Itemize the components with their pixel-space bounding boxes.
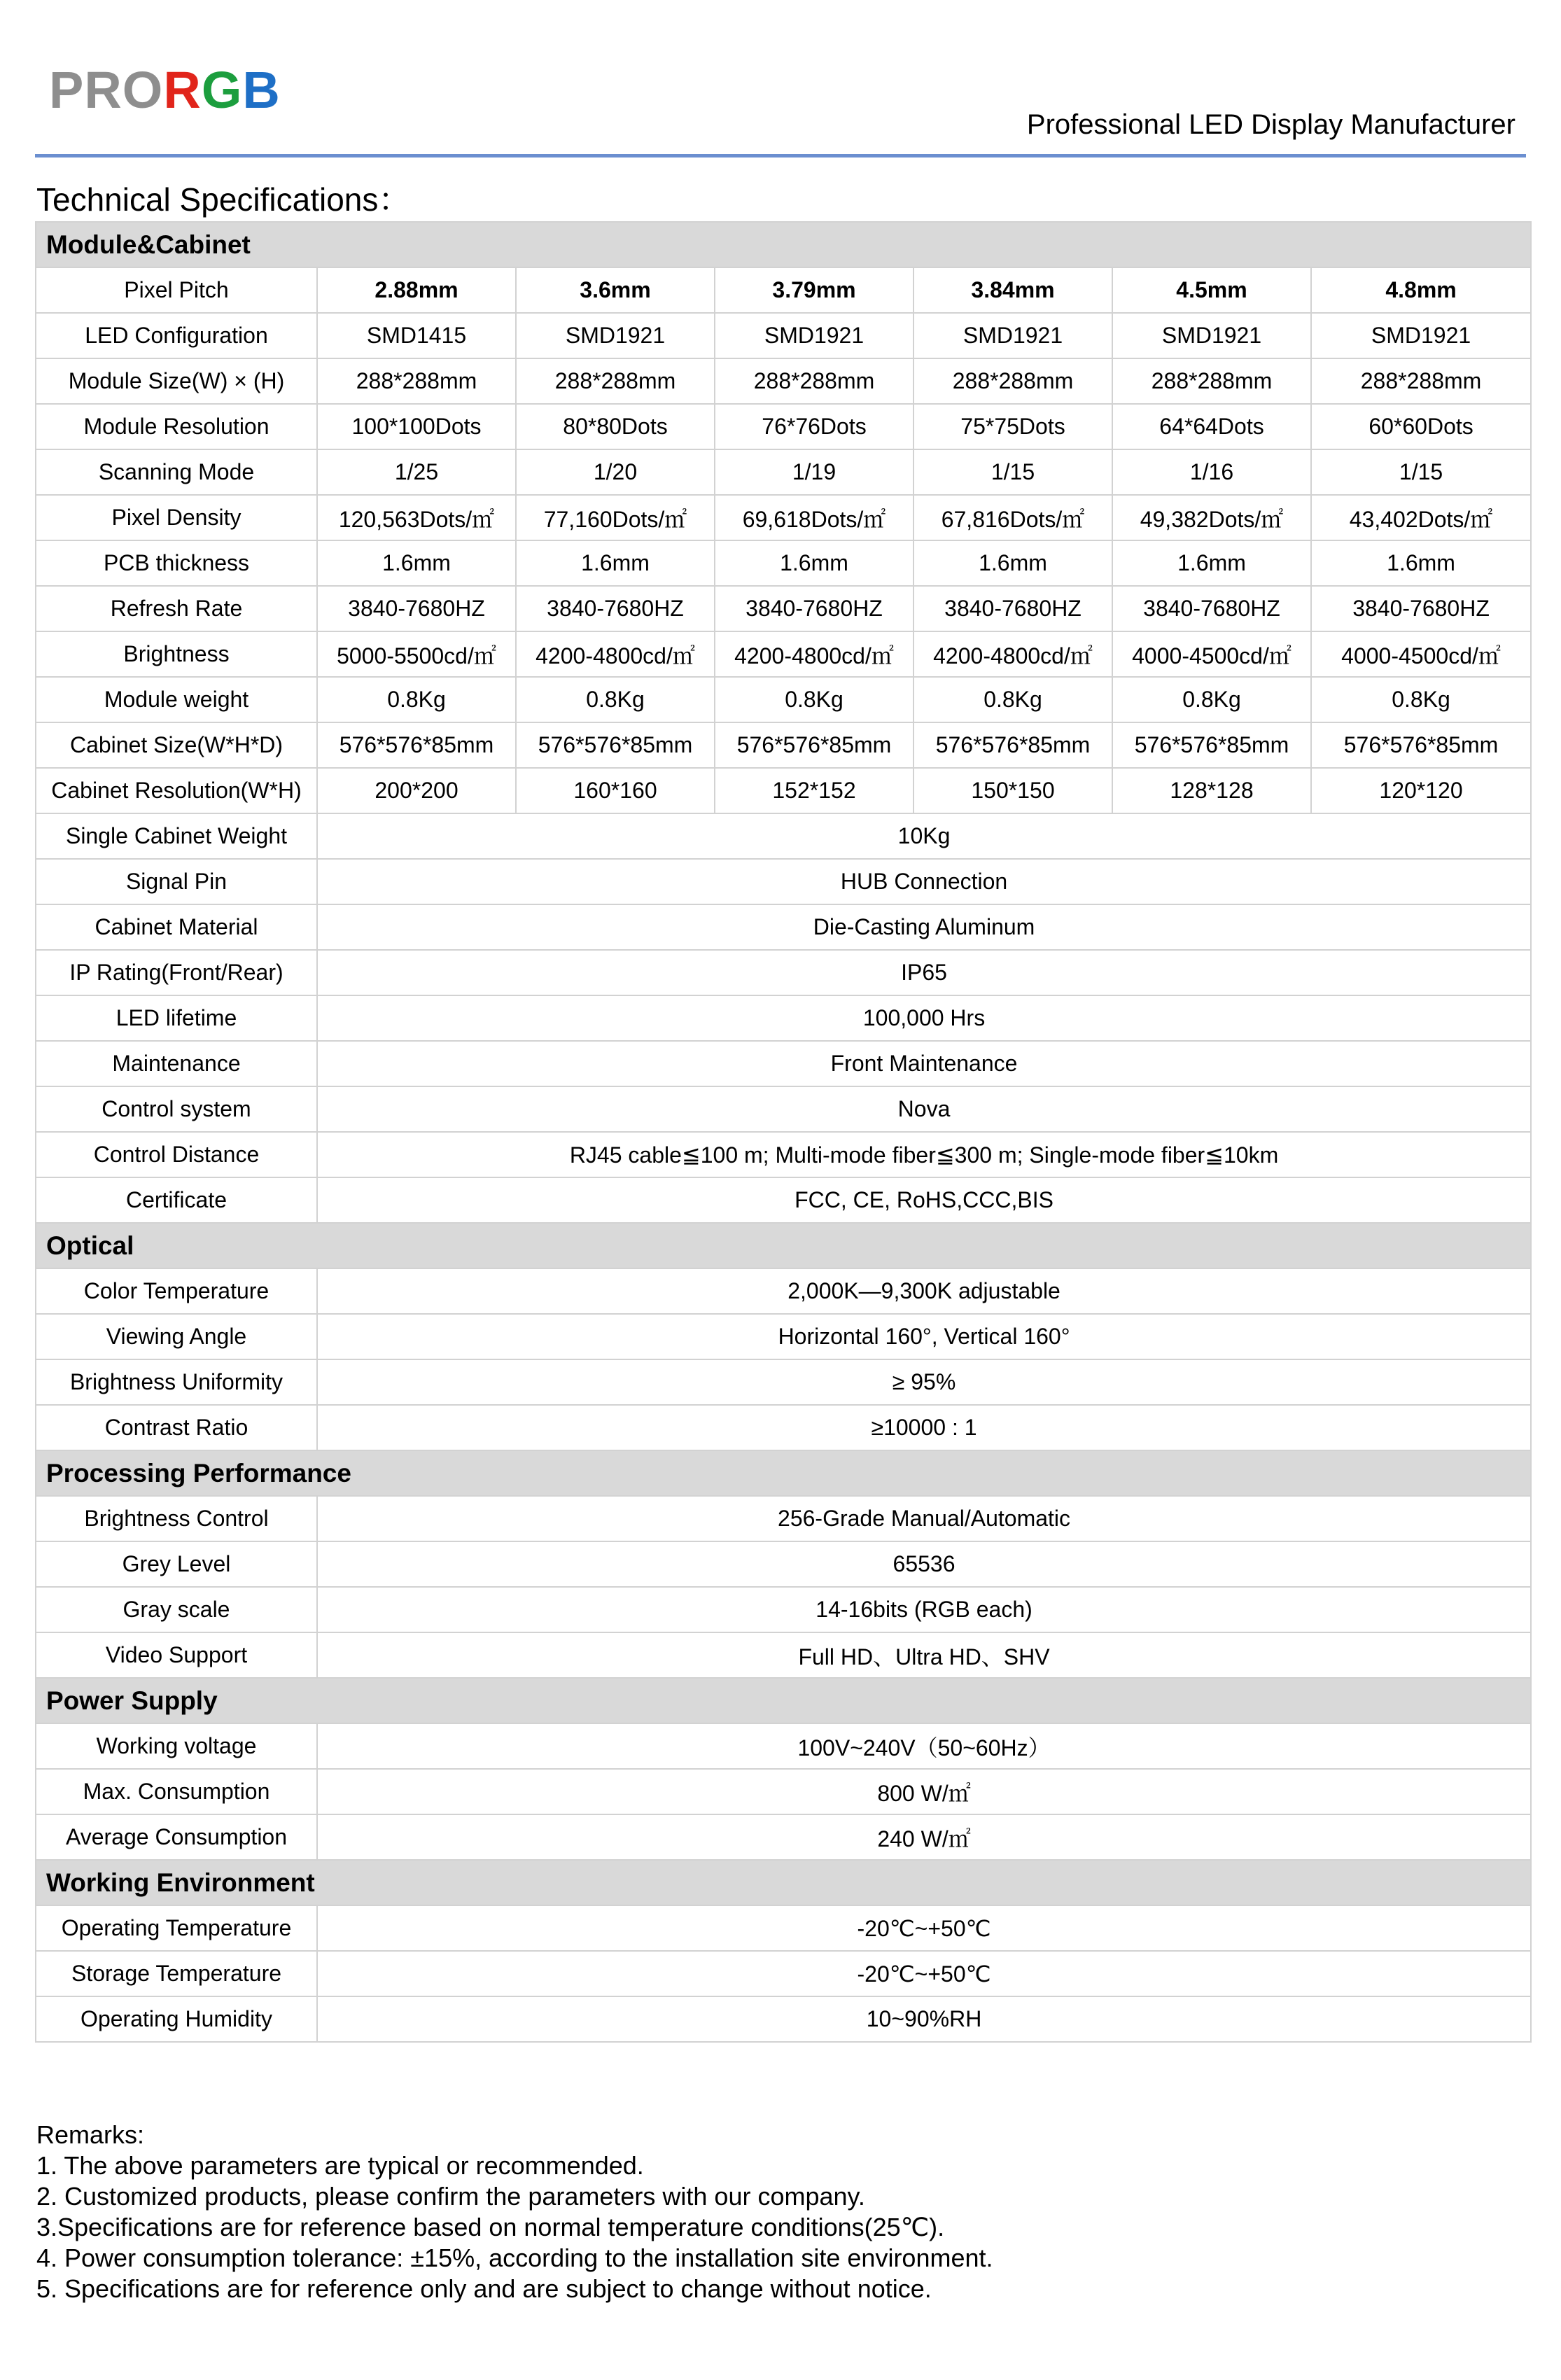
spec-row	[36, 540, 1531, 586]
spec-value: 1/19	[715, 449, 913, 495]
section-header-optical	[36, 1223, 1531, 1268]
spec-row	[36, 1041, 1531, 1086]
spec-value: 4000-4500cd/㎡	[1311, 631, 1531, 677]
spec-value: ≥10000 : 1	[317, 1405, 1531, 1450]
spec-value: 288*288mm	[516, 358, 715, 404]
section-title: Optical	[36, 1223, 1531, 1268]
spec-value: 1.6mm	[1311, 540, 1531, 586]
spec-value: Front Maintenance	[317, 1041, 1531, 1086]
spec-row	[36, 677, 1531, 722]
spec-row	[36, 1177, 1531, 1223]
spec-value: -20℃~+50℃	[317, 1905, 1531, 1951]
spec-row	[36, 1132, 1531, 1177]
spec-value: Horizontal 160°, Vertical 160°	[317, 1314, 1531, 1359]
spec-value: 77,160Dots/㎡	[516, 495, 715, 540]
spec-label: Certificate	[36, 1177, 317, 1223]
spec-label: Refresh Rate	[36, 586, 317, 631]
spec-value: 43,402Dots/㎡	[1311, 495, 1531, 540]
spec-label: Average Consumption	[36, 1814, 317, 1860]
spec-value: 4200-4800cd/㎡	[913, 631, 1112, 677]
spec-value: 1/16	[1112, 449, 1311, 495]
spec-value: 3840-7680HZ	[913, 586, 1112, 631]
spec-value: 800 W/㎡	[317, 1769, 1531, 1814]
spec-value: 60*60Dots	[1311, 404, 1531, 449]
spec-value: 14-16bits (RGB each)	[317, 1587, 1531, 1632]
spec-table-body	[36, 222, 1531, 2042]
spec-label: Operating Temperature	[36, 1905, 317, 1951]
spec-value: Nova	[317, 1086, 1531, 1132]
spec-label: Control Distance	[36, 1132, 317, 1177]
spec-value: 150*150	[913, 768, 1112, 813]
spec-value: 2.88mm	[317, 267, 516, 313]
spec-label: Cabinet Material	[36, 904, 317, 950]
section-header-module_cabinet	[36, 222, 1531, 267]
spec-value: 100V~240V（50~60Hz）	[317, 1723, 1531, 1769]
spec-value: HUB Connection	[317, 859, 1531, 904]
spec-value: 10Kg	[317, 813, 1531, 859]
spec-value: 576*576*85mm	[516, 722, 715, 768]
spec-label: Pixel Density	[36, 495, 317, 540]
spec-value: 200*200	[317, 768, 516, 813]
spec-row	[36, 313, 1531, 358]
spec-value: 1.6mm	[1112, 540, 1311, 586]
spec-row	[36, 1905, 1531, 1951]
spec-label: Grey Level	[36, 1541, 317, 1587]
logo-r: R	[163, 61, 202, 119]
spec-row	[36, 404, 1531, 449]
spec-value: 0.8Kg	[516, 677, 715, 722]
spec-value: 576*576*85mm	[1311, 722, 1531, 768]
spec-value: 1/20	[516, 449, 715, 495]
spec-label: Brightness	[36, 631, 317, 677]
spec-value: 3840-7680HZ	[317, 586, 516, 631]
spec-row	[36, 768, 1531, 813]
spec-value: 69,618Dots/㎡	[715, 495, 913, 540]
spec-table	[35, 221, 1532, 2043]
spec-value: 76*76Dots	[715, 404, 913, 449]
spec-label: Color Temperature	[36, 1268, 317, 1314]
spec-value: 80*80Dots	[516, 404, 715, 449]
spec-label: Brightness Uniformity	[36, 1359, 317, 1405]
spec-row	[36, 1814, 1531, 1860]
section-title: Working Environment	[36, 1860, 1531, 1905]
spec-value: 2,000K—9,300K adjustable	[317, 1268, 1531, 1314]
spec-value: 4200-4800cd/㎡	[516, 631, 715, 677]
spec-label: Maintenance	[36, 1041, 317, 1086]
spec-value: 3840-7680HZ	[1311, 586, 1531, 631]
remark-item: 2. Customized products, please confirm the parameters with our company.	[36, 2182, 865, 2211]
spec-value: 49,382Dots/㎡	[1112, 495, 1311, 540]
spec-value: SMD1921	[516, 313, 715, 358]
spec-value: 65536	[317, 1541, 1531, 1587]
spec-value: 0.8Kg	[715, 677, 913, 722]
spec-value: 288*288mm	[1311, 358, 1531, 404]
spec-value: 576*576*85mm	[317, 722, 516, 768]
spec-label: Max. Consumption	[36, 1769, 317, 1814]
spec-row	[36, 813, 1531, 859]
spec-label: Contrast Ratio	[36, 1405, 317, 1450]
spec-label: Working voltage	[36, 1723, 317, 1769]
spec-value: 288*288mm	[1112, 358, 1311, 404]
spec-value: SMD1921	[1112, 313, 1311, 358]
section-title: Module&Cabinet	[36, 222, 1531, 267]
spec-value: 120*120	[1311, 768, 1531, 813]
spec-value: 288*288mm	[913, 358, 1112, 404]
spec-value: 0.8Kg	[913, 677, 1112, 722]
spec-value: 1/15	[913, 449, 1112, 495]
spec-value: 1.6mm	[715, 540, 913, 586]
logo-b: B	[242, 61, 281, 119]
spec-value: 1.6mm	[913, 540, 1112, 586]
spec-value: 1.6mm	[516, 540, 715, 586]
spec-label: Video Support	[36, 1632, 317, 1678]
spec-value: 288*288mm	[715, 358, 913, 404]
spec-value: SMD1921	[1311, 313, 1531, 358]
remark-item: 3.Specifications are for reference based on normal temperature conditions(25℃).	[36, 2213, 945, 2241]
remarks	[36, 2120, 993, 2304]
spec-label: Brightness Control	[36, 1496, 317, 1541]
spec-row	[36, 1541, 1531, 1587]
section-title: Power Supply	[36, 1678, 1531, 1723]
spec-value: 5000-5500cd/㎡	[317, 631, 516, 677]
spec-value: 288*288mm	[317, 358, 516, 404]
spec-value: SMD1921	[715, 313, 913, 358]
spec-label: Module weight	[36, 677, 317, 722]
spec-label: LED lifetime	[36, 995, 317, 1041]
spec-value: 0.8Kg	[1311, 677, 1531, 722]
spec-value: 1.6mm	[317, 540, 516, 586]
spec-value: 0.8Kg	[1112, 677, 1311, 722]
spec-value: 100,000 Hrs	[317, 995, 1531, 1041]
spec-row	[36, 631, 1531, 677]
spec-label: PCB thickness	[36, 540, 317, 586]
spec-row	[36, 1405, 1531, 1450]
spec-value: 4200-4800cd/㎡	[715, 631, 913, 677]
tagline: Professional LED Display Manufacturer	[1026, 109, 1516, 140]
spec-label: Single Cabinet Weight	[36, 813, 317, 859]
remark-item: 1. The above parameters are typical or recommended.	[36, 2151, 644, 2180]
spec-row	[36, 859, 1531, 904]
spec-value: ≥ 95%	[317, 1359, 1531, 1405]
spec-value: SMD1415	[317, 313, 516, 358]
spec-value: 0.8Kg	[317, 677, 516, 722]
spec-value: 3.6mm	[516, 267, 715, 313]
spec-value: 3.84mm	[913, 267, 1112, 313]
spec-label: Module Size(W) × (H)	[36, 358, 317, 404]
spec-value: 576*576*85mm	[913, 722, 1112, 768]
spec-row	[36, 1951, 1531, 1996]
spec-label: Control system	[36, 1086, 317, 1132]
spec-label: Storage Temperature	[36, 1951, 317, 1996]
spec-label: IP Rating(Front/Rear)	[36, 950, 317, 995]
spec-value: 120,563Dots/㎡	[317, 495, 516, 540]
spec-label: Cabinet Size(W*H*D)	[36, 722, 317, 768]
spec-value: 100*100Dots	[317, 404, 516, 449]
spec-value: 67,816Dots/㎡	[913, 495, 1112, 540]
spec-value: 3840-7680HZ	[1112, 586, 1311, 631]
header-divider	[35, 154, 1526, 158]
spec-value: 160*160	[516, 768, 715, 813]
spec-row	[36, 1086, 1531, 1132]
spec-row	[36, 1769, 1531, 1814]
remarks-heading: Remarks:	[36, 2120, 145, 2149]
spec-value: 3840-7680HZ	[715, 586, 913, 631]
page-title: Technical Specifications：	[36, 181, 411, 218]
spec-value: 3.79mm	[715, 267, 913, 313]
spec-row	[36, 904, 1531, 950]
section-title: Processing Performance	[36, 1450, 1531, 1496]
spec-row	[36, 722, 1531, 768]
spec-row	[36, 358, 1531, 404]
spec-value: IP65	[317, 950, 1531, 995]
spec-value: 3840-7680HZ	[516, 586, 715, 631]
spec-value: 576*576*85mm	[1112, 722, 1311, 768]
section-header-processing	[36, 1450, 1531, 1496]
spec-value: 4.8mm	[1311, 267, 1531, 313]
spec-label: Module Resolution	[36, 404, 317, 449]
spec-value: SMD1921	[913, 313, 1112, 358]
logo-g: G	[201, 61, 243, 119]
spec-value: 10~90%RH	[317, 1996, 1531, 2042]
spec-value: Full HD、Ultra HD、SHV	[317, 1632, 1531, 1678]
spec-value: 240 W/㎡	[317, 1814, 1531, 1860]
spec-value: 64*64Dots	[1112, 404, 1311, 449]
spec-label: Signal Pin	[36, 859, 317, 904]
spec-row	[36, 1496, 1531, 1541]
section-header-power	[36, 1678, 1531, 1723]
spec-row	[36, 449, 1531, 495]
spec-value: 4.5mm	[1112, 267, 1311, 313]
spec-row	[36, 995, 1531, 1041]
spec-row	[36, 495, 1531, 540]
spec-row	[36, 1359, 1531, 1405]
spec-value: 4000-4500cd/㎡	[1112, 631, 1311, 677]
spec-label: Pixel Pitch	[36, 267, 317, 313]
spec-label: Cabinet Resolution(W*H)	[36, 768, 317, 813]
spec-value: 576*576*85mm	[715, 722, 913, 768]
spec-value: FCC, CE, RoHS,CCC,BIS	[317, 1177, 1531, 1223]
page-header	[35, 0, 1526, 160]
brand-logo	[49, 61, 281, 119]
spec-row	[36, 1723, 1531, 1769]
spec-row	[36, 950, 1531, 995]
spec-value: 1/25	[317, 449, 516, 495]
spec-row	[36, 1314, 1531, 1359]
spec-value: 75*75Dots	[913, 404, 1112, 449]
remark-item: 4. Power consumption tolerance: ±15%, according to the installation site environment.	[36, 2244, 993, 2272]
spec-value: Die-Casting Aluminum	[317, 904, 1531, 950]
spec-value: -20℃~+50℃	[317, 1951, 1531, 1996]
remark-item: 5. Specifications are for reference only and are subject to change without notice.	[36, 2274, 932, 2303]
spec-row	[36, 1587, 1531, 1632]
spec-value: 1/15	[1311, 449, 1531, 495]
spec-label: Operating Humidity	[36, 1996, 317, 2042]
spec-row	[36, 267, 1531, 313]
spec-label: Viewing Angle	[36, 1314, 317, 1359]
spec-row	[36, 1632, 1531, 1678]
spec-label: Scanning Mode	[36, 449, 317, 495]
spec-row	[36, 1996, 1531, 2042]
spec-label: LED Configuration	[36, 313, 317, 358]
spec-value: 152*152	[715, 768, 913, 813]
logo-pro: PRO	[49, 61, 164, 119]
spec-value: 256-Grade Manual/Automatic	[317, 1496, 1531, 1541]
spec-value: RJ45 cable≦100 m; Multi-mode fiber≦300 m; Single-mode fiber≦10km	[317, 1132, 1531, 1177]
spec-value: 128*128	[1112, 768, 1311, 813]
spec-row	[36, 586, 1531, 631]
spec-label: Gray scale	[36, 1587, 317, 1632]
section-header-environment	[36, 1860, 1531, 1905]
spec-row	[36, 1268, 1531, 1314]
